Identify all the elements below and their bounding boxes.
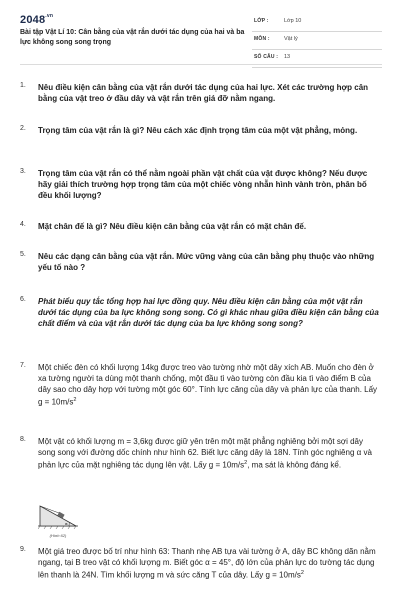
meta-label: MÔN : bbox=[254, 36, 270, 42]
question-body: Một chiếc đèn có khối lượng 14kg được treo vào tường nhờ một dây xích AB. Muốn cho đèn ở xa tường người ta dùng một thanh chống, một đầu tì vào tường còn đầu kia tì vào điểm B của dây sao cho dây hợp với tường một góc 60°. Tính lực căng của dây và phản lực của thanh. Lấy g = 10m/s bbox=[38, 363, 378, 407]
meta-row-class bbox=[252, 14, 382, 32]
question-body: Một vật có khối lượng m = 3,6kg được giữ yên trên một mặt phẳng nghiêng bởi một sợi dây song song với đường dốc chính như hình 62. Biết lực căng dây là 18N. Tính góc nghiêng α và phản lực của mặt nghiêng tác dụng lên vật. Lấy g = 10m/s bbox=[38, 437, 372, 470]
question-number: 9. bbox=[20, 546, 26, 553]
meta-label: LỚP : bbox=[254, 18, 269, 24]
superscript: 2 bbox=[244, 460, 248, 466]
superscript: 2 bbox=[300, 570, 304, 576]
logo-text: 2048 bbox=[20, 14, 46, 26]
question-number: 8. bbox=[20, 436, 26, 443]
question-number: 6. bbox=[20, 296, 26, 303]
page-header bbox=[0, 0, 400, 64]
meta-value: 13 bbox=[284, 53, 291, 60]
meta-value: Lớp 10 bbox=[284, 17, 302, 24]
question-number: 1. bbox=[20, 82, 26, 89]
incline-diagram bbox=[38, 500, 78, 530]
question-number: 5. bbox=[20, 251, 26, 258]
meta-row-subject bbox=[252, 32, 382, 50]
question-text: Trọng tâm của vật rắn có thể nằm ngoài phần vật chất của vật được không? Nếu được hãy giải thích trường hợp trọng tâm của một chiếc vòng nhẫn hình vành tròn, phân bố đều khối lượng? bbox=[38, 169, 368, 200]
question-text bbox=[38, 436, 380, 471]
question-text: Mặt chân đế là gì? Nêu điều kiện cân bằng của vật rắn có mặt chân đế. bbox=[38, 222, 307, 231]
question-tail: , ma sát là không đáng kể. bbox=[247, 460, 342, 470]
question-text: Phát biểu quy tắc tổng hợp hai lực đồng quy. Nêu điều kiện cân bằng của một vật rắn dưới tác dụng của ba lực không song song. Có gì khác nhau giữa điều kiện cân bằng của chất điểm và của vật rắn dưới tác dụng của ba lực không song song? bbox=[38, 297, 379, 328]
question-text bbox=[38, 546, 380, 581]
header-divider bbox=[20, 64, 382, 65]
figure-62 bbox=[38, 500, 78, 538]
meta-value: Vật lý bbox=[284, 35, 298, 42]
superscript: 2 bbox=[73, 397, 77, 403]
meta-label: SỐ CÂU : bbox=[254, 54, 279, 60]
question-body: Một giá treo được bố trí như hình 63: Thanh nhẹ AB tựa vài tường ở A, dây BC không dãn nằm ngang, tại B treo vật có khối lượng m. Biết góc α = 45°, độ lớn của phản lực do tường tác dụng lên thanh là 24N. Tìm khối lượng m và sức căng T của dây. Lấy g = 10m/s bbox=[38, 547, 376, 580]
figure-caption: (Hình 62) bbox=[49, 533, 67, 538]
question-text bbox=[38, 362, 380, 408]
meta-table bbox=[252, 14, 382, 68]
logo-suffix: .vn bbox=[45, 13, 54, 19]
question-number: 2. bbox=[20, 125, 26, 132]
question-number: 4. bbox=[20, 221, 26, 228]
angle-label: α bbox=[65, 521, 68, 526]
question-number: 3. bbox=[20, 168, 26, 175]
question-text: Trọng tâm của vật rắn là gì? Nêu cách xác định trọng tâm của một vật phẳng, mỏng. bbox=[38, 126, 358, 135]
site-logo[interactable] bbox=[20, 14, 53, 26]
question-text: Nêu điều kiện cân bằng của vật rắn dưới tác dụng của hai lực. Xét các trường hợp cân bằng của vật treo ở đầu dây và vật rắn trên giá đỡ nằm ngang. bbox=[38, 83, 369, 103]
meta-row-count bbox=[252, 50, 382, 68]
document-title: Bài tập Vật Lí 10: Cân bằng của vật rắn dưới tác dụng của hai và ba lực không song song trọng bbox=[20, 29, 245, 46]
question-text: Nêu các dạng cân bằng của vật rắn. Mức vững vàng của cân bằng phụ thuộc vào những yếu tố nào ? bbox=[38, 252, 375, 272]
question-number: 7. bbox=[20, 362, 26, 369]
